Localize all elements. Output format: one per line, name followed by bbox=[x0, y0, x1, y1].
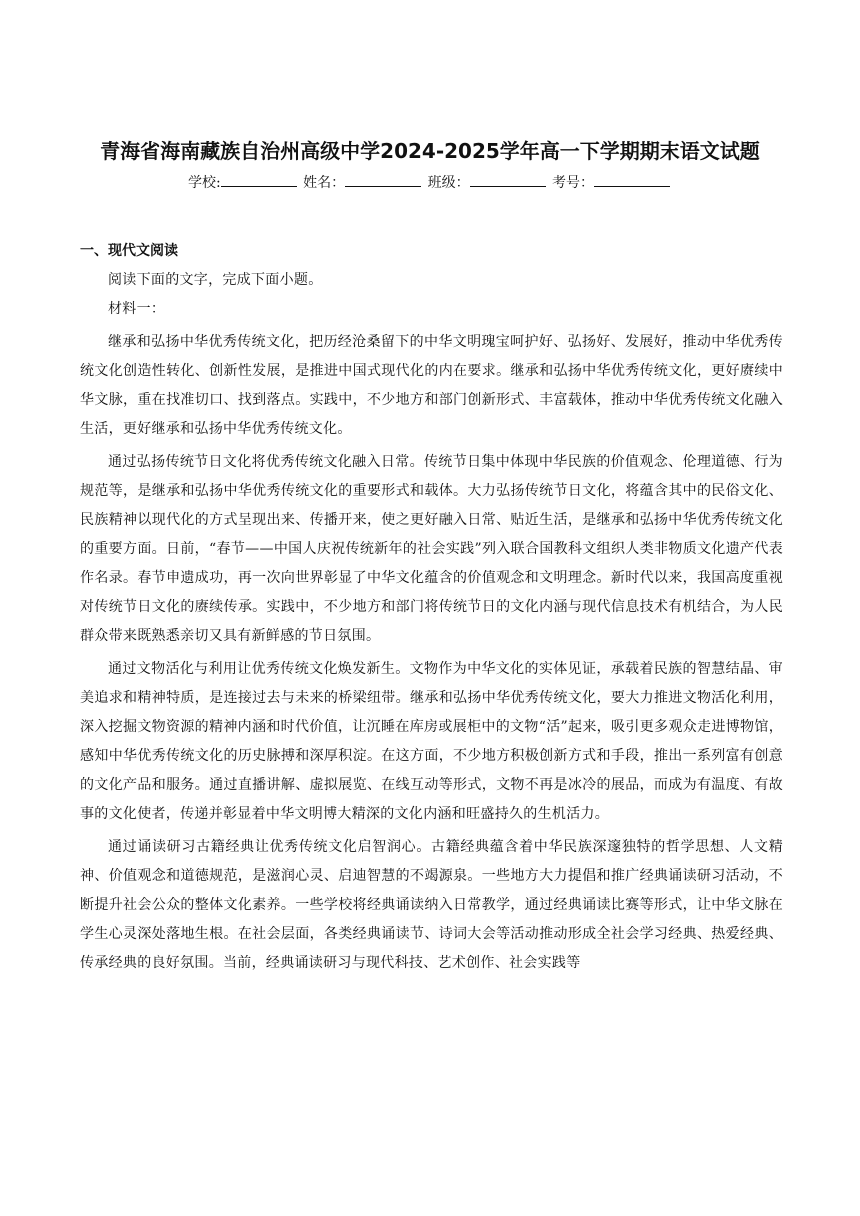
class-blank[interactable] bbox=[470, 172, 546, 187]
paragraph: 继承和弘扬中华优秀传统文化，把历经沧桑留下的中华文明瑰宝呵护好、弘扬好、发展好，推动中华优秀传统文化创造性转化、创新性发展，是推进中国式现代化的内在要求。继承和弘扬中华优秀传统文化，更好赓续中华文脉，重在找准切口、找到落点。实践中，不少地方和部门创新形式、丰富载体，推动中华优秀传统文化融入生活，更好继承和弘扬中华优秀传统文化。 bbox=[80, 334, 783, 437]
name-blank[interactable] bbox=[345, 172, 421, 187]
instruction-text: 阅读下面的文字，完成下面小题。 bbox=[108, 272, 323, 288]
document-title: 青海省海南藏族自治州高级中学2024-2025学年高一下学期期末语文试题 bbox=[100, 139, 760, 163]
material-label: 材料一： bbox=[108, 301, 166, 317]
school-label: 学校: bbox=[187, 175, 221, 191]
section-heading: 一、现代文阅读 bbox=[80, 243, 178, 259]
paragraph: 通过诵读研习古籍经典让优秀传统文化启智润心。古籍经典蕴含着中华民族深邃独特的哲学思想、人文精神、价值观念和道德规范，是滋润心灵、启迪智慧的不竭源泉。一些地方大力提倡和推广经典诵读研习活动，不断提升社会公众的整体文化素养。一些学校将经典诵读纳入日常教学，通过经典诵读比赛等形式，让中华文脉在学生心灵深处落地生根。在社会层面，各类经典诵读节、诗词大会等活动推动形成全社会学习经典、热爱经典、传承经典的良好氛围。当前，经典诵读研习与现代科技、艺术创作、社会实践等 bbox=[80, 839, 783, 971]
school-blank[interactable] bbox=[221, 172, 297, 187]
class-label: 班级： bbox=[427, 175, 470, 191]
exam-number-blank[interactable] bbox=[594, 172, 670, 187]
exam-number-label: 考号： bbox=[552, 175, 595, 191]
student-info-line bbox=[40, 172, 820, 194]
paragraph: 通过弘扬传统节日文化将优秀传统文化融入日常。传统节日集中体现中华民族的价值观念、伦理道德、行为规范等，是继承和弘扬中华优秀传统文化的重要形式和载体。大力弘扬传统节日文化，将蕴含其中的民俗文化、民族精神以现代化的方式呈现出来、传播开来，使之更好融入日常、贴近生活，是继承和弘扬中华优秀传统文化的重要方面。日前，“春节——中国人庆祝传统新年的社会实践”列入联合国教科文组织人类非物质文化遗产代表作名录。春节申遗成功，再一次向世界彰显了中华文化蕴含的价值观念和文明理念。新时代以来，我国高度重视对传统节日文化的赓续传承。实践中，不少地方和部门将传统节日的文化内涵与现代信息技术有机结合，为人民群众带来既熟悉亲切又具有新鲜感的节日氛围。 bbox=[80, 454, 783, 644]
name-label: 姓名： bbox=[303, 175, 346, 191]
paragraph: 通过文物活化与利用让优秀传统文化焕发新生。文物作为中华文化的实体见证，承载着民族的智慧结晶、审美追求和精神特质，是连接过去与未来的桥梁纽带。继承和弘扬中华优秀传统文化，要大力推进文物活化利用，深入挖掘文物资源的精神内涵和时代价值，让沉睡在库房或展柜中的文物“活”起来，吸引更多观众走进博物馆，感知中华优秀传统文化的历史脉搏和深厚积淀。在这方面，不少地方积极创新方式和手段，推出一系列富有创意的文化产品和服务。通过直播讲解、虚拟展览、在线互动等形式，文物不再是冰冷的展品，而成为有温度、有故事的文化使者，传递并彰显着中华文明博大精深的文化内涵和旺盛持久的生机活力。 bbox=[80, 661, 783, 822]
reading-passage bbox=[80, 266, 783, 978]
